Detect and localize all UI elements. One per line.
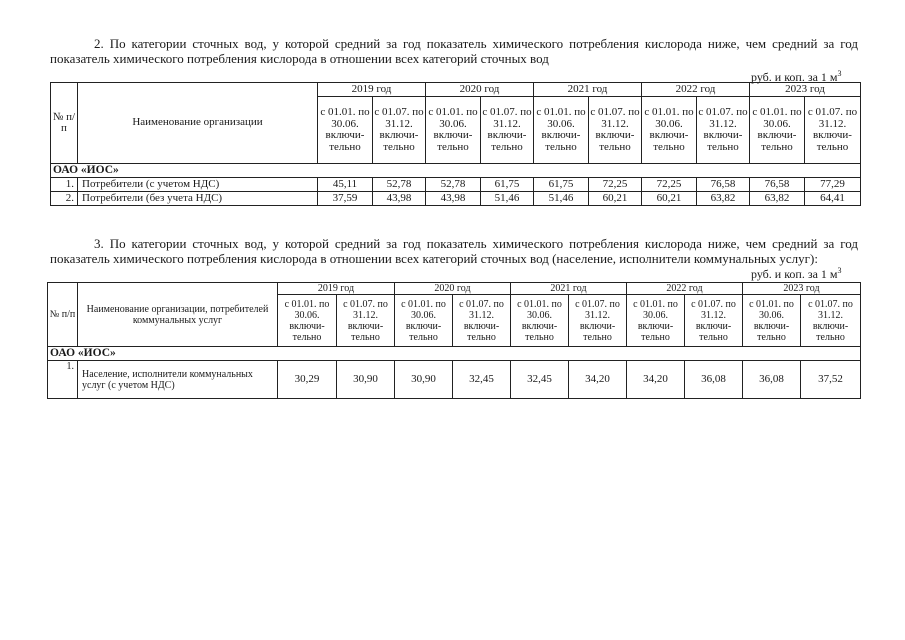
period-first-half: с 01.01. по 30.06. включи-тельно (750, 97, 805, 164)
row-name: Потребители (без учета НДС) (78, 192, 318, 206)
period-second-half: с 01.07. по 31.12. включи-тельно (685, 295, 743, 347)
value-cell: 72,25 (589, 178, 642, 192)
year-header: 2022 год (627, 283, 743, 295)
section-2-unit-sup: 3 (837, 69, 842, 78)
period-first-half: с 01.01. по 30.06. включи-тельно (642, 97, 697, 164)
row-number: 1. (51, 178, 78, 192)
value-cell: 60,21 (642, 192, 697, 206)
period-second-half: с 01.07. по 31.12. включи-тельно (589, 97, 642, 164)
section-3-unit-sup: 3 (837, 266, 842, 275)
value-cell: 45,11 (318, 178, 373, 192)
period-first-half: с 01.01. по 30.06. включи-тельно (743, 295, 801, 347)
period-second-half: с 01.07. по 31.12. включи-тельно (481, 97, 534, 164)
value-cell: 61,75 (534, 178, 589, 192)
section-3-unit (751, 266, 842, 282)
period-first-half: с 01.01. по 30.06. включи-тельно (426, 97, 481, 164)
value-cell: 63,82 (750, 192, 805, 206)
year-header: 2020 год (395, 283, 511, 295)
year-header: 2021 год (511, 283, 627, 295)
value-cell: 76,58 (697, 178, 750, 192)
period-second-half: с 01.07. по 31.12. включи-тельно (453, 295, 511, 347)
value-cell: 34,20 (627, 361, 685, 399)
section-3-heading (50, 236, 858, 266)
value-cell: 64,41 (805, 192, 861, 206)
row-number: 2. (51, 192, 78, 206)
period-second-half: с 01.07. по 31.12. включи-тельно (805, 97, 861, 164)
org-name: ОАО «ИОС» (48, 347, 861, 361)
period-first-half: с 01.01. по 30.06. включи-тельно (318, 97, 373, 164)
value-cell: 43,98 (373, 192, 426, 206)
row-name: Потребители (с учетом НДС) (78, 178, 318, 192)
section-2-heading (50, 36, 858, 66)
tariff-table-2 (50, 82, 861, 206)
value-cell: 77,29 (805, 178, 861, 192)
value-cell: 61,75 (481, 178, 534, 192)
value-cell: 76,58 (750, 178, 805, 192)
section-3-heading-text: 3. По категории сточных вод, у которой средний за год показатель химического потребления кислорода ниже, чем средний за год показатель химического потребления кислорода в отношении всех категорий сточных вод (население, исполнители коммунальных услуг): (50, 236, 858, 266)
value-cell: 32,45 (453, 361, 511, 399)
org-row (48, 347, 861, 361)
period-first-half: с 01.01. по 30.06. включи-тельно (627, 295, 685, 347)
tariff-table-3 (47, 282, 861, 399)
year-header: 2022 год (642, 83, 750, 97)
period-first-half: с 01.01. по 30.06. включи-тельно (511, 295, 569, 347)
value-cell: 32,45 (511, 361, 569, 399)
org-row (51, 164, 861, 178)
value-cell: 30,29 (278, 361, 337, 399)
period-first-half: с 01.01. по 30.06. включи-тельно (534, 97, 589, 164)
period-second-half: с 01.07. по 31.12. включи-тельно (337, 295, 395, 347)
section-2-unit-text: руб. и коп. за 1 м (751, 70, 838, 84)
col-name-header: Наименование организации (78, 83, 318, 164)
value-cell: 52,78 (373, 178, 426, 192)
period-second-half: с 01.07. по 31.12. включи-тельно (697, 97, 750, 164)
period-second-half: с 01.07. по 31.12. включи-тельно (373, 97, 426, 164)
value-cell: 63,82 (697, 192, 750, 206)
value-cell: 36,08 (743, 361, 801, 399)
year-header-row (51, 83, 861, 97)
year-header: 2023 год (750, 83, 861, 97)
period-first-half: с 01.01. по 30.06. включи-тельно (395, 295, 453, 347)
table-row (51, 178, 861, 192)
year-header: 2020 год (426, 83, 534, 97)
year-header: 2019 год (278, 283, 395, 295)
org-name: ОАО «ИОС» (51, 164, 861, 178)
table-row (48, 361, 861, 399)
value-cell: 52,78 (426, 178, 481, 192)
value-cell: 60,21 (589, 192, 642, 206)
section-3-unit-text: руб. и коп. за 1 м (751, 267, 838, 281)
col-name-header: Наименование организации, потребителей коммунальных услуг (78, 283, 278, 347)
row-number: 1. (48, 361, 78, 399)
value-cell: 37,52 (801, 361, 861, 399)
value-cell: 37,59 (318, 192, 373, 206)
period-second-half: с 01.07. по 31.12. включи-тельно (801, 295, 861, 347)
year-header: 2019 год (318, 83, 426, 97)
period-first-half: с 01.01. по 30.06. включи-тельно (278, 295, 337, 347)
value-cell: 30,90 (337, 361, 395, 399)
table-row (51, 192, 861, 206)
year-header: 2023 год (743, 283, 861, 295)
value-cell: 43,98 (426, 192, 481, 206)
col-no-header: № п/п (48, 283, 78, 347)
period-second-half: с 01.07. по 31.12. включи-тельно (569, 295, 627, 347)
row-name: Население, исполнители коммунальных услуг (с учетом НДС) (78, 361, 278, 399)
year-header: 2021 год (534, 83, 642, 97)
year-header-row (48, 283, 861, 295)
value-cell: 34,20 (569, 361, 627, 399)
value-cell: 30,90 (395, 361, 453, 399)
value-cell: 72,25 (642, 178, 697, 192)
value-cell: 51,46 (534, 192, 589, 206)
value-cell: 51,46 (481, 192, 534, 206)
col-no-header: № п/п (51, 83, 78, 164)
section-2-heading-text: 2. По категории сточных вод, у которой средний за год показатель химического потребления кислорода ниже, чем средний за год показатель химического потребления кислорода в отношении всех категорий сточных вод (50, 36, 858, 66)
value-cell: 36,08 (685, 361, 743, 399)
